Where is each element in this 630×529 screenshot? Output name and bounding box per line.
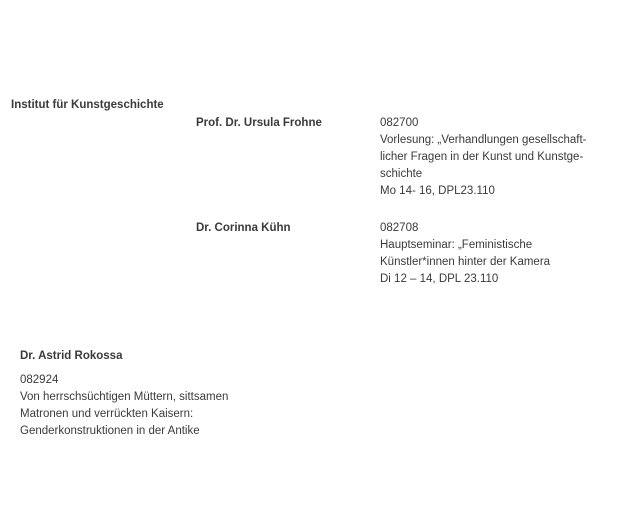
course-code: 082708 — [380, 222, 419, 234]
course-line: Von herrschsüchtigen Müttern, sittsamen — [20, 391, 229, 403]
lecturer-name: Dr. Astrid Rokossa — [20, 350, 123, 362]
course-schedule-line: Di 12 – 14, DPL 23.110 — [380, 273, 499, 285]
course-code: 082924 — [20, 374, 59, 386]
course-line: Genderkonstruktionen in der Antike — [20, 425, 200, 437]
course-details — [380, 115, 587, 200]
institute-heading: Institut für Kunstgeschichte — [11, 99, 164, 111]
course-line: licher Fragen in der Kunst und Kunstge- — [380, 151, 584, 163]
course-schedule-line: Mo 14- 16, DPL23.110 — [380, 185, 495, 197]
course-line: Matronen und verrückten Kaisern: — [20, 408, 194, 420]
course-line: Hauptseminar: „Feministische — [380, 239, 533, 251]
course-details — [20, 372, 228, 440]
course-line: Vorlesung: „Verhandlungen gesellschaft- — [380, 134, 587, 146]
course-line: Künstler*innen hinter der Kamera — [380, 256, 551, 268]
course-details — [380, 220, 550, 288]
course-line: schichte — [380, 168, 423, 180]
lecturer-name: Prof. Dr. Ursula Frohne — [196, 117, 322, 129]
course-code: 082700 — [380, 117, 419, 129]
lecturer-name: Dr. Corinna Kühn — [196, 222, 291, 234]
